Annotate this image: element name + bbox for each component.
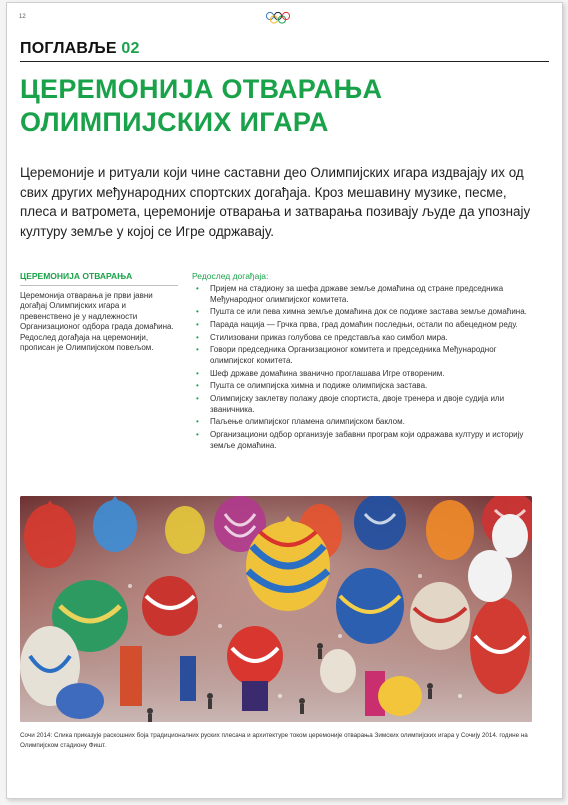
bullet-icon: • [196, 417, 199, 427]
bullet-icon: • [196, 345, 199, 355]
list-item: • Олимпијску заклетву полажу двоје спортиста, двоје тренера и двоје судија или званичника. [196, 394, 505, 414]
list-item: • Пријем на стадиону за шефа државе земље домаћина од стране председника Међународног олимпијског комитета. [196, 284, 504, 304]
event-sequence-section [192, 271, 537, 453]
sidebar-section [20, 271, 178, 353]
bullet-icon: • [196, 319, 199, 329]
document-page [6, 2, 563, 799]
list-item: • Шеф државе домаћина званично проглашава Игре отвореним. [196, 368, 445, 378]
photo-caption: Сочи 2014: Слика приказује раскошних боја традиционалних руских плесача и архитектуре током церемоније отварања Зимских олимпијских игара у Сочију 2014. године на Олимпијском стадиону Фишт. [20, 732, 528, 749]
olympic-rings-logo [265, 11, 291, 24]
sidebar-heading: ЦЕРЕМОНИЈА ОТВАРАЊА [20, 271, 178, 286]
page-title: ЦЕРЕМОНИЈА ОТВАРАЊА ОЛИМПИЈСКИХ ИГАРА [20, 74, 383, 137]
list-item: • Организациони одбор организује забавни програм који одражава културу и историју земље домаћина. [196, 429, 524, 450]
bullet-icon: • [196, 284, 199, 293]
chapter-divider [20, 61, 549, 62]
chapter-label [20, 40, 140, 58]
list-item: • Говори председника Организационог комитета и председника Међународног олимпијског комитета. [196, 345, 497, 365]
page-number: 12 [19, 14, 26, 20]
bullet-icon: • [196, 394, 199, 403]
list-item: • Парада нација — Грчка прва, град домаћин последњи, остали по абецедном реду. [196, 319, 518, 329]
bullet-icon: • [196, 332, 199, 342]
bullet-icon: • [196, 381, 199, 391]
intro-paragraph: Церемоније и ритуали који чине саставни део Олимпијских игара издвајају их од свих других међународних спортских догађаја. Кроз мешавину музике, песме, плеса и ватромета, церемоније отварања и затварања позивају људе да упознају културу земље у којој се Игре одржавају. [20, 165, 531, 239]
chapter-number: 02 [121, 40, 140, 57]
event-list [192, 284, 537, 451]
chapter-word: ПОГЛАВЉЕ [20, 40, 117, 57]
ceremony-photo [20, 496, 532, 722]
list-item: • Паљење олимпијског пламена олимпијском баклом. [196, 417, 405, 427]
list-item: • Пушта се или пева химна земље домаћина док се подиже застава земље домаћина. [196, 307, 527, 317]
bullet-icon: • [196, 429, 199, 439]
list-item: • Пушта се олимпијска химна и подиже олимпијска застава. [196, 381, 428, 391]
list-item: • Стилизовани приказ голубова се представља као симбол мира. [196, 332, 448, 342]
bullet-icon: • [196, 368, 199, 378]
event-sequence-heading: Редослед догађаја: [192, 271, 269, 281]
bullet-icon: • [196, 307, 199, 317]
sidebar-body: Церемонија отварања је први јавни догађај Олимпијских игара и превенствено је у надлежности Организационог одбора града домаћина. Редослед догађаја на церемонији, прописан је Олимпијском повељом. [20, 291, 174, 353]
